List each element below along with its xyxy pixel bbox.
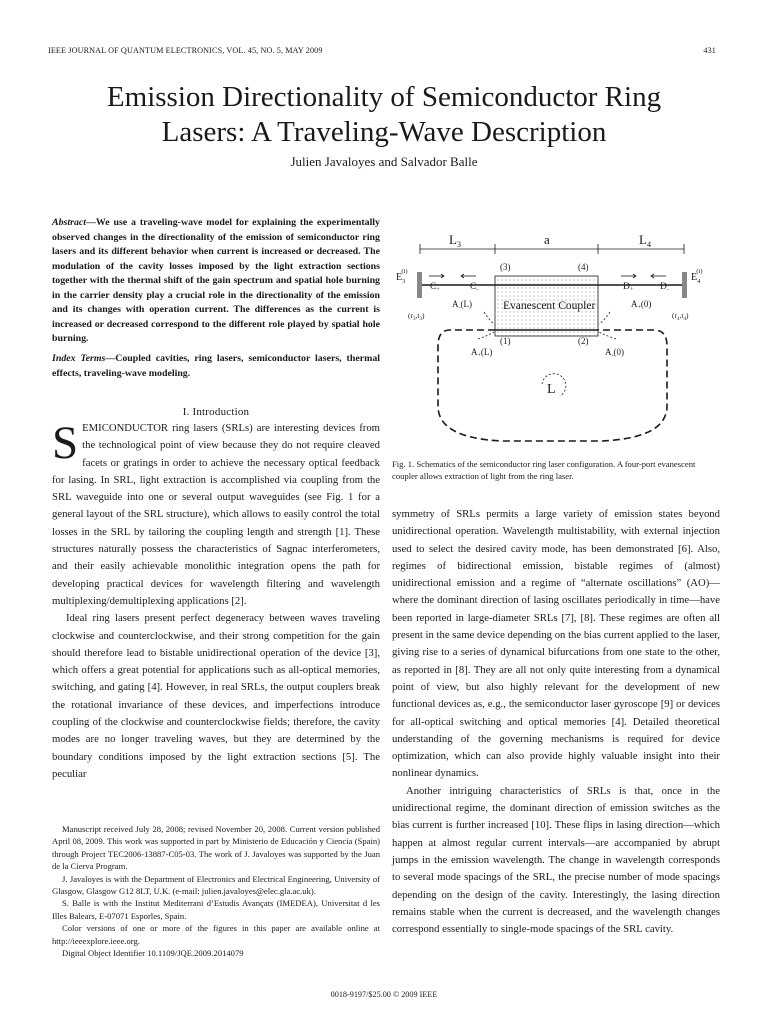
copyright-footer: 0018-9197/$25.00 © 2009 IEEE: [330, 990, 438, 999]
label-L3: $L_3$: [449, 232, 461, 249]
coupler-label: Evanescent Coupler: [503, 300, 596, 312]
footnote-author-2: S. Balle is with the Institut Mediterrani d’Estudis Avançats (IMEDEA), Universitat d les Illes Balears, E-07071 Esporles, Spain.: [52, 898, 380, 921]
right-column: [392, 506, 720, 938]
label-C-plus: $C_+$: [430, 282, 440, 293]
index-terms: [52, 352, 380, 381]
footnotes: [52, 823, 380, 959]
page-number: 431: [703, 46, 716, 55]
abstract-label: Abstract—: [52, 217, 96, 228]
intro-paragraph-2: Ideal ring lasers present perfect degeneracy between waves traveling clockwise and counterclockwise, and their strong competition for the gain should therefore lead to bistable unidirectional operation of the device [3], which offers a great potential for applications such as all-optical memories, switching, and gating [4]. However, in real SRLs, the output couplers break the rotational invariance of these devices, and imperfections introduce coupling of the clockwise and counterclockwise fields; therefore, the cavity modes are no longer traveling waves, but they are determined by the boundary conditions imposed by the light extraction sections [5]. The peculiar: [52, 612, 380, 780]
paper-title: [0, 80, 768, 150]
left-facet: [417, 272, 422, 298]
label-a: a: [544, 232, 550, 247]
label-A-minus-L-top: $A_-(L)$: [452, 299, 472, 311]
port-3: (3): [500, 262, 511, 272]
footnote-color: Color versions of one or more of the figures in this paper are available online at http://ieeexplore.ieee.org.: [52, 923, 380, 946]
intro-column: [52, 417, 380, 783]
author-list: Julien Javaloyes and Salvador Balle: [290, 154, 478, 169]
right-facet: [682, 272, 687, 298]
intro-paragraph-1: [52, 417, 380, 610]
footnote-manuscript: Manuscript received July 28, 2008; revised November 20, 2008. Current version published April 08, 2009. This work was supported in part by Ministerio de Educación y Ciencia (Spain) through Project TEC2006-13887-C05-03. The work of J. Javaloyes was supported by the Juan de la Cierva Program.: [52, 824, 380, 872]
intro-p1-text: EMICONDUCTOR ring lasers (SRLs) are interesting devices from the technological point of view because they do not require cleaved facets or gratings in order to achieve the necessary optical feedback for lasing. In SRL, light extraction is accomplished via coupling from the SRL waveguide into one or several output waveguides (see Fig. 1 for a general layout of the SRL structure), which allows to easily control the total losses in the SRL by tailoring the coupling length and strength [1]. These structures naturally possess the characteristics of Sagnac interferometers, and their easily achievable monolithic integration opens the path for developing practical devices for wavelength filtering and wavelength multiplexing/demultiplexing applications [2].: [52, 422, 380, 607]
label-A-plus-0-top: $A_+(0)$: [631, 299, 652, 311]
index-terms-label: Index Terms—: [52, 353, 116, 364]
drop-cap: S: [52, 417, 79, 469]
footnote-author-1: J. Javaloyes is with the Department of Electronics and Electrical Engineering, University of Glasgow, Glasgow G12 8LT, U.K. (e-mail: julien.javaloyes@elec.gla.ac.uk).: [52, 873, 380, 897]
label-A-plus-L: $A_+(L)$: [471, 347, 493, 359]
label-L4: $L_4$: [639, 232, 651, 249]
port-4: (4): [578, 262, 589, 272]
footnote-doi: Digital Object Identifier 10.1109/JQE.2009.2014079: [62, 948, 244, 959]
abstract: [52, 216, 380, 347]
running-header: IEEE JOURNAL OF QUANTUM ELECTRONICS, VOL. 45, NO. 5, MAY 2009: [48, 46, 323, 55]
label-r4-t4: $(r_4,t_4)$: [672, 311, 689, 322]
label-D-plus: $D_+$: [623, 282, 634, 293]
figure-caption: Fig. 1. Schematics of the semiconductor ring laser configuration. A four-port evanescent coupler allows extraction of light from the ring laser.: [392, 459, 696, 482]
label-r3-t3: $(r_3,t_3)$: [408, 311, 425, 322]
right-paragraph-2: Another intriguing characteristics of SRLs is that, once in the unidirectional regime, the dominant direction of emission switches as the bias current is further increased [10]. These flips in lasing direction—which happen at almost regular current intervals—are accompanied by abrupt jumps in the emission wavelength. The change in wavelength corresponds to several mode spacings of the SRL, the precise number of mode spacings depending on the design of the cavity. Interestingly, the lasing direction remains stable when the current is decreased, and the wavelength changes correspond essentially to single-mode spacings of the SRL cavity.: [392, 784, 720, 936]
label-A-minus-0: $A_-(0)$: [605, 347, 624, 359]
label-D-minus: $D_-$: [660, 282, 669, 293]
ring-length-label: L: [547, 382, 556, 397]
title-line-1: Emission Directionality of Semiconductor Ring: [106, 81, 662, 113]
index-terms-text: Coupled cavities, ring lasers, semiconductor lasers, thermal effects, traveling-wave modeling.: [52, 353, 380, 379]
label-E4: $E_4(i)$: [691, 268, 703, 285]
abstract-text: We use a traveling-wave model for explaining the experimentally observed changes in the directionality of the emission of semiconductor ring lasers and its different behavior when current is increased or decreased. The modulation of the cavity losses imposed by the light extraction sections together with the thermal shift of the gain spectrum and spatial hole burning in the carrier density play a crucial role in the directionality of the emission and its changes with operation current. The differences as the current is increased or decreased correspond to the different role played by spatial hole burning.: [52, 217, 380, 344]
title-line-2: Lasers: A Traveling-Wave Description: [161, 116, 607, 148]
port-1: (1): [500, 336, 511, 346]
section-heading: I. Introduction: [182, 406, 250, 418]
label-C-minus: $C_-$: [470, 282, 479, 293]
port-2: (2): [578, 336, 589, 346]
right-paragraph-1: symmetry of SRLs permits a large variety of emission states beyond unidirectional operation. Wavelength multistability, with external injection used to select the desired cavity mode, has been demonstrated [6]. Also, regimes of bidirectional emission, bistable regimes of (almost) unidirectional emission and a regime of “alternate oscillations” (AO)—where the dominant direction of lasing oscillates periodically in time—have been reported in large-diameter SRLs [7], [8]. These regimes are often all present in the same device depending on the bias current applied to the laser, giving rise to a series of dynamical bifurcations from one state to the other, as reported in [8]. They are all not only quite interesting from a dynamical point of view, but also highly relevant for the development of new functional devices as, e.g., the semiconductor laser gyroscope [9] or devices for all-optical switching and optical memories [4]. Detailed theoretical understanding of the governing mechanisms is required for device optimization, which can also provide highly valuable insight into their nonlinear dynamics.: [392, 508, 720, 780]
label-E3: $E_3(i)$: [396, 268, 408, 285]
figure-1-schematic: [392, 226, 722, 451]
